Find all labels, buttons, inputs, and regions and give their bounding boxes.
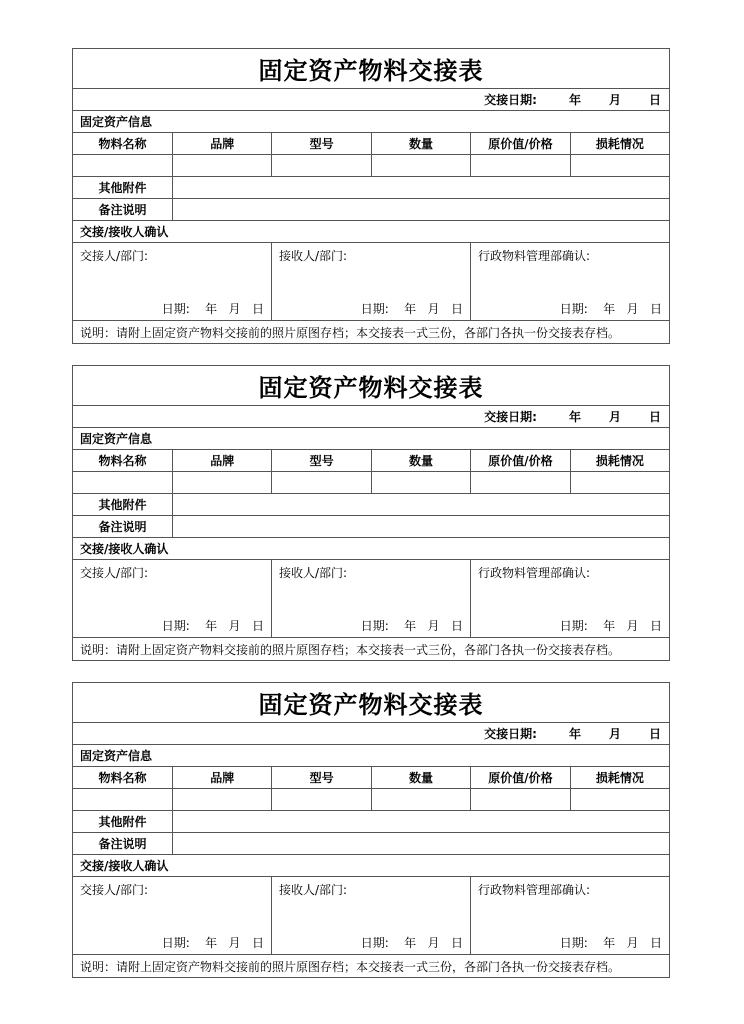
col-name: 物料名称 [73, 450, 173, 471]
col-name: 物料名称 [73, 767, 173, 788]
confirm-row [73, 877, 669, 955]
confirm-row [73, 243, 669, 321]
asset-table-header [73, 767, 669, 789]
admin-confirm-label: 行政物料管理部确认: [478, 249, 591, 263]
col-quantity: 数量 [372, 133, 471, 154]
asset-table-header [73, 133, 669, 155]
note-row: 说明：请附上固定资产物料交接前的照片原图存档；本交接表一式三份，各部门各执一份交接表存档。 [80, 959, 621, 974]
year-unit: 年 [568, 410, 581, 424]
sign-date: 日期: 年 月 日 [161, 619, 264, 633]
col-name: 物料名称 [73, 133, 173, 154]
remarks-field[interactable] [173, 833, 669, 854]
handover-date-label: 交接日期: [484, 727, 537, 741]
col-quantity: 数量 [372, 450, 471, 471]
asset-entry-row [73, 789, 669, 811]
receiver-person-label: 接收人/部门: [279, 883, 348, 897]
handover-person-label: 交接人/部门: [80, 883, 149, 897]
sign-date: 日期: 年 月 日 [360, 936, 463, 950]
remarks-field[interactable] [173, 516, 669, 537]
admin-confirm-cell[interactable] [471, 243, 669, 320]
confirm-section: 交接/接收人确认 [73, 538, 669, 560]
day-unit: 日 [648, 727, 661, 741]
entry-brand[interactable] [173, 789, 272, 810]
other-accessories-field[interactable] [173, 494, 669, 515]
other-accessories-field[interactable] [173, 177, 669, 198]
year-unit: 年 [568, 93, 581, 107]
col-price: 原价值/价格 [471, 767, 570, 788]
other-accessories-label: 其他附件 [73, 177, 173, 198]
asset-table-header [73, 450, 669, 472]
form-title: 固定资产物料交接表 [73, 366, 669, 406]
other-accessories-row [73, 811, 669, 833]
other-accessories-label: 其他附件 [73, 811, 173, 832]
entry-model[interactable] [272, 472, 371, 493]
admin-confirm-cell[interactable] [471, 560, 669, 637]
entry-price[interactable] [471, 789, 570, 810]
col-model: 型号 [272, 450, 371, 471]
year-unit: 年 [568, 727, 581, 741]
handover-date-row [73, 406, 669, 428]
col-wear: 损耗情况 [595, 771, 644, 785]
admin-confirm-label: 行政物料管理部确认: [478, 566, 591, 580]
col-wear: 损耗情况 [595, 137, 644, 151]
receiver-person-cell[interactable] [272, 560, 471, 637]
col-price: 原价值/价格 [471, 133, 570, 154]
sign-date: 日期: 年 月 日 [161, 936, 264, 950]
remarks-row [73, 199, 669, 221]
entry-wear[interactable] [571, 155, 669, 176]
sign-date: 日期: 年 月 日 [360, 619, 463, 633]
col-brand: 品牌 [173, 767, 272, 788]
entry-quantity[interactable] [372, 472, 471, 493]
handover-person-cell[interactable] [73, 243, 272, 320]
month-unit: 月 [608, 727, 621, 741]
admin-confirm-cell[interactable] [471, 877, 669, 954]
form-title: 固定资产物料交接表 [73, 683, 669, 723]
handover-date-label: 交接日期: [484, 410, 537, 424]
col-model: 型号 [272, 133, 371, 154]
note-row: 说明：请附上固定资产物料交接前的照片原图存档；本交接表一式三份，各部门各执一份交接表存档。 [80, 642, 621, 657]
entry-name[interactable] [73, 472, 173, 493]
other-accessories-field[interactable] [173, 811, 669, 832]
col-model: 型号 [272, 767, 371, 788]
entry-brand[interactable] [173, 472, 272, 493]
handover-date-row [73, 89, 669, 111]
receiver-person-cell[interactable] [272, 877, 471, 954]
form-title: 固定资产物料交接表 [73, 49, 669, 89]
receiver-person-cell[interactable] [272, 243, 471, 320]
entry-name[interactable] [73, 789, 173, 810]
other-accessories-row [73, 494, 669, 516]
admin-confirm-label: 行政物料管理部确认: [478, 883, 591, 897]
confirm-section: 交接/接收人确认 [73, 855, 669, 877]
handover-form-2 [72, 365, 670, 661]
note-row: 说明：请附上固定资产物料交接前的照片原图存档；本交接表一式三份，各部门各执一份交接表存档。 [80, 325, 621, 340]
asset-info-section: 固定资产信息 [73, 428, 669, 450]
remarks-label: 备注说明 [73, 833, 173, 854]
handover-person-cell[interactable] [73, 877, 272, 954]
col-price: 原价值/价格 [471, 450, 570, 471]
confirm-row [73, 560, 669, 638]
entry-name[interactable] [73, 155, 173, 176]
day-unit: 日 [648, 93, 661, 107]
col-quantity: 数量 [372, 767, 471, 788]
entry-wear[interactable] [571, 472, 669, 493]
receiver-person-label: 接收人/部门: [279, 566, 348, 580]
handover-form-3 [72, 682, 670, 978]
sign-date: 日期: 年 月 日 [161, 302, 264, 316]
sign-date: 日期: 年 月 日 [360, 302, 463, 316]
remarks-label: 备注说明 [73, 199, 173, 220]
other-accessories-row [73, 177, 669, 199]
remarks-row [73, 516, 669, 538]
asset-entry-row [73, 155, 669, 177]
asset-info-section: 固定资产信息 [73, 111, 669, 133]
handover-person-label: 交接人/部门: [80, 566, 149, 580]
remarks-field[interactable] [173, 199, 669, 220]
entry-price[interactable] [471, 155, 570, 176]
handover-date-label: 交接日期: [484, 93, 537, 107]
entry-model[interactable] [272, 789, 371, 810]
entry-wear[interactable] [571, 789, 669, 810]
asset-entry-row [73, 472, 669, 494]
day-unit: 日 [648, 410, 661, 424]
entry-brand[interactable] [173, 155, 272, 176]
asset-info-section: 固定资产信息 [73, 745, 669, 767]
sign-date: 日期: 年 月 日 [559, 619, 662, 633]
remarks-label: 备注说明 [73, 516, 173, 537]
handover-person-label: 交接人/部门: [80, 249, 149, 263]
col-wear: 损耗情况 [595, 454, 644, 468]
entry-model[interactable] [272, 155, 371, 176]
col-brand: 品牌 [173, 450, 272, 471]
col-brand: 品牌 [173, 133, 272, 154]
sign-date: 日期: 年 月 日 [559, 936, 662, 950]
handover-date-row [73, 723, 669, 745]
sign-date: 日期: 年 月 日 [559, 302, 662, 316]
confirm-section: 交接/接收人确认 [73, 221, 669, 243]
handover-form-1 [72, 48, 670, 344]
other-accessories-label: 其他附件 [73, 494, 173, 515]
month-unit: 月 [608, 410, 621, 424]
handover-person-cell[interactable] [73, 560, 272, 637]
entry-price[interactable] [471, 472, 570, 493]
remarks-row [73, 833, 669, 855]
receiver-person-label: 接收人/部门: [279, 249, 348, 263]
entry-quantity[interactable] [372, 789, 471, 810]
entry-quantity[interactable] [372, 155, 471, 176]
month-unit: 月 [608, 93, 621, 107]
